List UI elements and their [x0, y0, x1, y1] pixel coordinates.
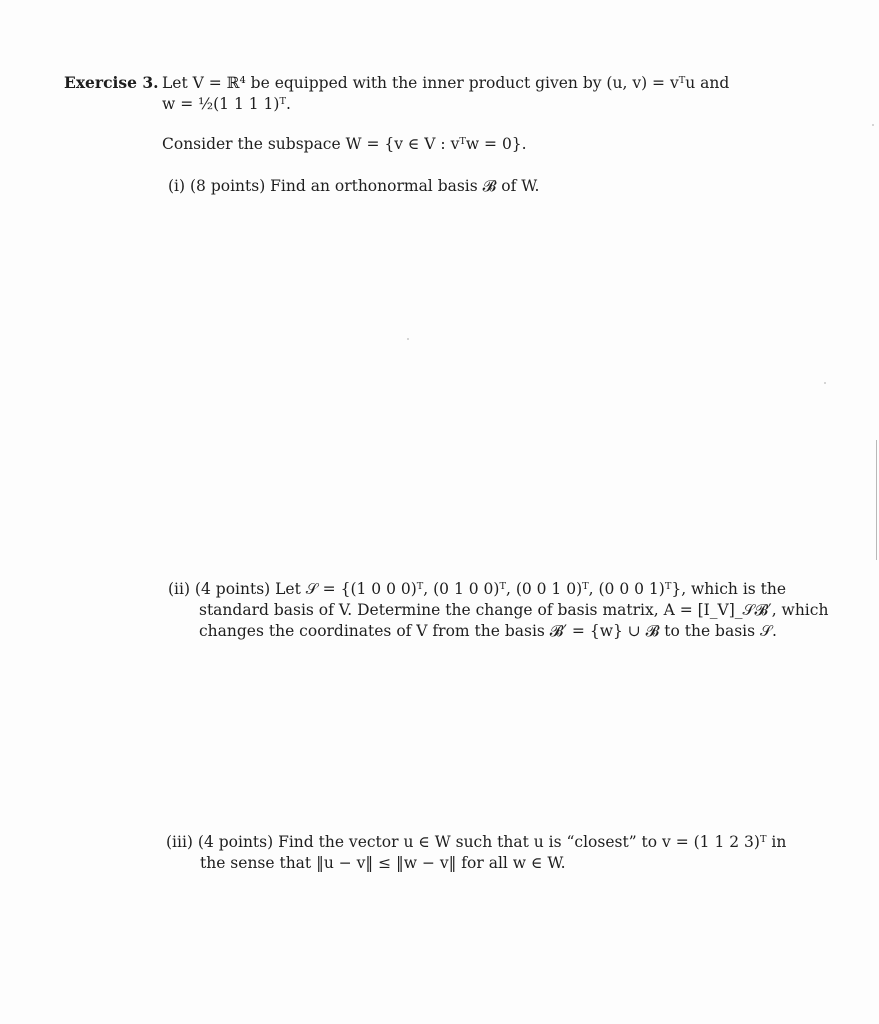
part-ii-line-3: changes the coordinates of V from the basis 𝓑′ = {w} ∪ 𝓑 to the basis 𝒮. — [199, 622, 777, 640]
part-i-question: (i) (8 points) Find an orthonormal basis 𝓑 of W. — [168, 177, 540, 195]
exercise-intro-line-2: w = ½(1 1 1 1)ᵀ. — [162, 95, 291, 113]
scan-speck — [872, 124, 874, 126]
part-ii-line-2: standard basis of V. Determine the change of basis matrix, A = [I_V]_𝒮𝓑′, which — [199, 601, 829, 619]
exercise-intro-line-1: Let V = ℝ⁴ be equipped with the inner product given by (u, v) = vᵀu and — [162, 74, 730, 92]
scan-speck — [407, 338, 409, 340]
exercise-label: Exercise 3. — [64, 73, 159, 92]
part-ii-line-1: (ii) (4 points) Let 𝒮 = {(1 0 0 0)ᵀ, (0 1 0 0)ᵀ, (0 0 1 0)ᵀ, (0 0 0 1)ᵀ}, which is the — [168, 580, 787, 598]
part-iii-line-1: (iii) (4 points) Find the vector u ∈ W such that u is “closest” to v = (1 1 2 3)ᵀ in — [166, 833, 787, 851]
scan-edge-mark — [876, 440, 877, 560]
part-iii-line-2: the sense that ‖u − v‖ ≤ ‖w − v‖ for all w ∈ W. — [200, 854, 566, 872]
scan-speck — [824, 382, 826, 384]
subspace-definition: Consider the subspace W = {v ∈ V : vᵀw = 0}. — [162, 135, 527, 153]
